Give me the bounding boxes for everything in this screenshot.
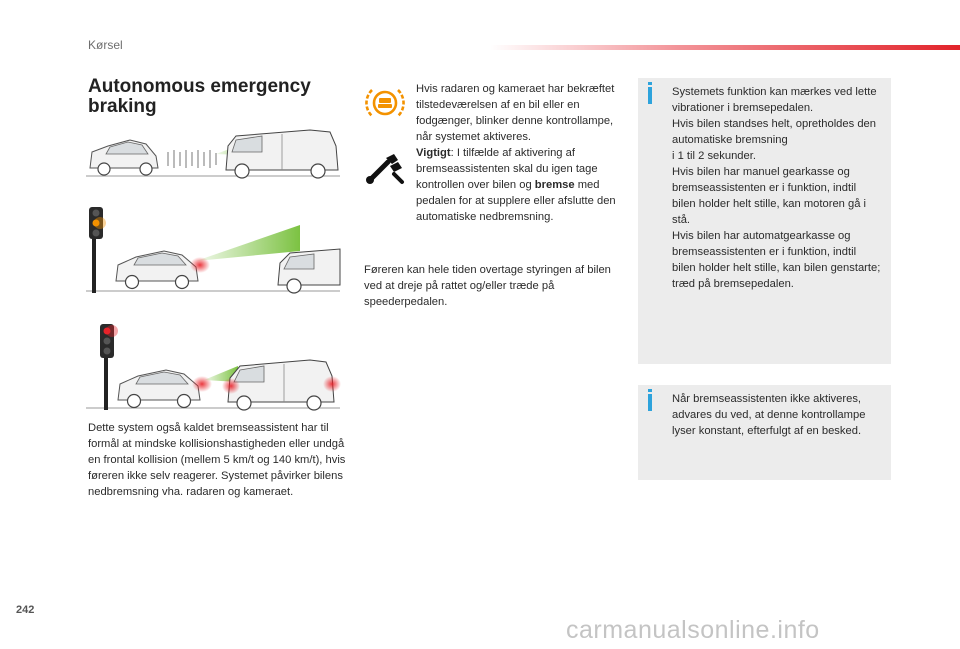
- info-icon: [648, 87, 652, 104]
- info-icon: [648, 394, 652, 411]
- illustration-car-following-van: [86, 122, 342, 184]
- info-box-text: Systemets funktion kan mærkes ved lette vibrationer i bremsepedalen. Hvis bilen standses helt, opretholdes den automatiske bremsning i 1 til 2 sekunder. Hvis bilen har manuel gearkasse og bremseassistenten er i funktion, indtil bilen holder helt stille, kan motoren gå i stå. Hvis bilen har automatgearkasse og bremseassistenten er i funktion, indtil bilen holder helt stille, kan bilen genstarte; træd på bremsepedalen.: [672, 86, 881, 290]
- intro-paragraph: Dette system også kaldet bremseassistent har til formål at mindske kollisionshastigheden eller undgå en frontal kollision (mellem 5 km/t og 140 km/t), hvis føreren ikke selv reagerer. Systemet påvirker bilens nedbremsning vha. radaren og kameraet.: [88, 422, 346, 498]
- important-text-part-1: : I tilfælde af aktivering af bremseassistenten skal du igen tage kontrollen over bilen og: [416, 147, 598, 191]
- important-text: [416, 145, 616, 225]
- page-title: Autonomous emergency braking: [88, 76, 311, 117]
- illustration-car-braking-traffic-light: [86, 205, 342, 297]
- warning-lamp-text: Hvis radaren og kameraet har bekræftet tilstedeværelsen af en bil eller en fodgænger, blinker denne kontrollampe, når systemet aktiveres.: [416, 83, 615, 143]
- illustration-emergency-stop-traffic-light: [86, 322, 342, 412]
- section-label: Kørsel: [88, 38, 123, 52]
- driver-override-paragraph: Føreren kan hele tiden overtage styringen af bilen ved at dreje på rattet og/eller træde på speederpedalen.: [364, 264, 611, 308]
- important-emphasis: bremse: [534, 179, 575, 191]
- header-accent-bar: [490, 45, 960, 50]
- important-label: Vigtigt: [416, 147, 451, 159]
- watermark: carmanualsonline.info: [566, 616, 820, 644]
- info-box-text: Når bremseassistenten ikke aktiveres, advares du ved, at denne kontrollampe lyser konstant, efterfulgt af en besked.: [672, 393, 866, 437]
- important-text-part-2: med pedalen for at supplere eller afslutte den automatiske nedbremsning.: [416, 179, 616, 223]
- wrench-icon: [364, 152, 406, 188]
- info-box-not-activated: [638, 385, 891, 480]
- info-box-system-function: [638, 78, 891, 364]
- page-number: 242: [16, 604, 35, 616]
- emergency-braking-warning-lamp-icon: [364, 82, 406, 124]
